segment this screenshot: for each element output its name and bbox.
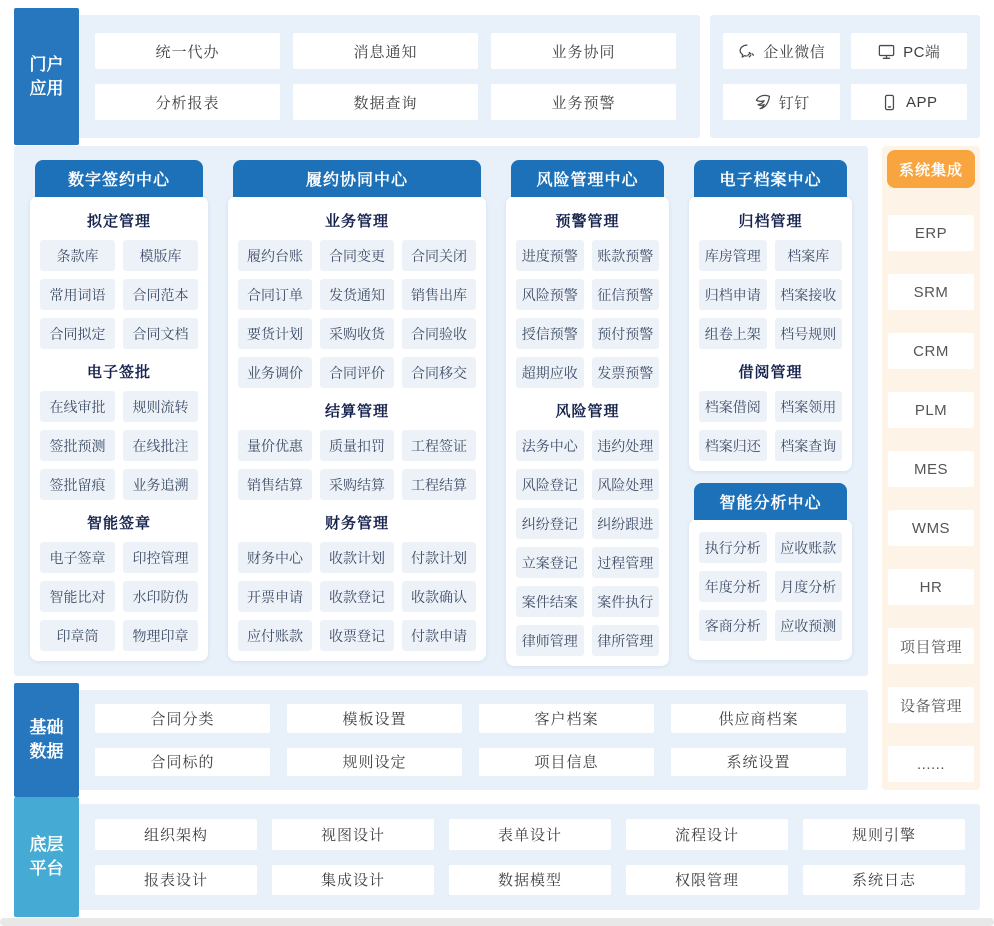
- feature-chip: 开票申请: [238, 581, 312, 612]
- feature-chip: 档案领用: [775, 391, 843, 422]
- section-title: 拟定管理: [86, 213, 151, 230]
- feature-chip: 纠纷跟进: [592, 508, 660, 539]
- feature-chip: 档案库: [775, 240, 843, 271]
- feature-chip: 要货计划: [238, 318, 312, 349]
- feature-chip: 电子签章: [40, 542, 115, 573]
- channel-button: [723, 84, 840, 120]
- portal-item: 数据查询: [293, 84, 478, 120]
- feature-chip: 风险处理: [592, 469, 660, 500]
- feature-chip: 违约处理: [592, 430, 660, 461]
- integration-item: ......: [888, 746, 974, 782]
- chip-grid: [236, 240, 478, 388]
- section-title: 智能签章: [86, 515, 151, 532]
- feature-chip: 预付预警: [592, 318, 660, 349]
- feature-chip: 收款确认: [402, 581, 476, 612]
- portal-panel: [14, 15, 700, 138]
- dingtalk-icon: [753, 93, 772, 112]
- feature-chip: 采购结算: [320, 469, 394, 500]
- platform-item: 权限管理: [626, 865, 788, 896]
- section-title: 借阅管理: [738, 364, 803, 381]
- feature-chip: 征信预警: [592, 279, 660, 310]
- platform-item: 组织架构: [95, 819, 257, 850]
- feature-chip: 印控管理: [123, 542, 198, 573]
- feature-chip: 财务中心: [238, 542, 312, 573]
- feature-chip: 销售出库: [402, 279, 476, 310]
- feature-chip: 应收账款: [775, 532, 843, 563]
- platform-item: 视图设计: [272, 819, 434, 850]
- base-data-item: 系统设置: [671, 748, 846, 777]
- feature-chip: 授信预警: [516, 318, 584, 349]
- feature-chip: 履约台账: [238, 240, 312, 271]
- portal-item: 分析报表: [95, 84, 280, 120]
- portal-item: 业务协同: [491, 33, 676, 69]
- platform-grid: [79, 804, 980, 910]
- center-tab: 数字签约中心: [35, 160, 203, 197]
- feature-chip: 在线审批: [40, 391, 115, 422]
- feature-chip: 业务追溯: [123, 469, 198, 500]
- integration-item: WMS: [888, 510, 974, 546]
- feature-chip: 合同评价: [320, 357, 394, 388]
- feature-chip: 过程管理: [592, 547, 660, 578]
- base-data-item: 模板设置: [287, 704, 462, 733]
- feature-chip: 案件执行: [592, 586, 660, 617]
- platform-item: 表单设计: [449, 819, 611, 850]
- base-data-item: 供应商档案: [671, 704, 846, 733]
- chip-grid: [697, 391, 844, 461]
- feature-chip: 账款预警: [592, 240, 660, 271]
- feature-chip: 签批预测: [40, 430, 115, 461]
- channel-button: [851, 33, 968, 69]
- feature-chip: 签批留痕: [40, 469, 115, 500]
- integration-header: 系统集成: [887, 150, 975, 188]
- feature-chip: 量价优惠: [238, 430, 312, 461]
- mobile-icon: [880, 93, 899, 112]
- feature-chip: 档案查询: [775, 430, 843, 461]
- center-card: [689, 196, 852, 471]
- portal-items-grid: [79, 15, 700, 138]
- base-data-item: 客户档案: [479, 704, 654, 733]
- integration-item: 项目管理: [888, 628, 974, 664]
- feature-chip: 客商分析: [699, 610, 767, 641]
- feature-chip: 律师管理: [516, 625, 584, 656]
- feature-chip: 付款申请: [402, 620, 476, 651]
- feature-chip: 销售结算: [238, 469, 312, 500]
- center-card: [689, 519, 852, 660]
- base-data-panel: [14, 690, 868, 790]
- center-block: [228, 160, 486, 660]
- feature-chip: 合同移交: [402, 357, 476, 388]
- section-title: 归档管理: [738, 213, 803, 230]
- feature-chip: 档案接收: [775, 279, 843, 310]
- feature-chip: 立案登记: [516, 547, 584, 578]
- center-block: [30, 160, 208, 660]
- feature-chip: 合同验收: [402, 318, 476, 349]
- feature-chip: 执行分析: [699, 532, 767, 563]
- chip-grid: [514, 240, 661, 388]
- feature-chip: 风险预警: [516, 279, 584, 310]
- feature-chip: 档号规则: [775, 318, 843, 349]
- integration-item: PLM: [888, 392, 974, 428]
- feature-chip: 合同拟定: [40, 318, 115, 349]
- feature-chip: 智能比对: [40, 581, 115, 612]
- channel-label: 企业微信: [763, 43, 826, 61]
- integration-list: [887, 215, 975, 782]
- integration-item: ERP: [888, 215, 974, 251]
- channel-label: PC端: [903, 43, 941, 61]
- channel-button: [851, 84, 968, 120]
- platform-item: 规则引擎: [803, 819, 965, 850]
- base-data-item: 合同分类: [95, 704, 270, 733]
- middle-section: [14, 146, 980, 790]
- feature-chip: 合同文档: [123, 318, 198, 349]
- integration-panel: [882, 146, 980, 790]
- section-title: 预警管理: [555, 213, 620, 230]
- channel-button: [723, 33, 840, 69]
- feature-chip: 工程结算: [402, 469, 476, 500]
- feature-chip: 规则流转: [123, 391, 198, 422]
- feature-chip: 印章筒: [40, 620, 115, 651]
- section-title: 结算管理: [324, 403, 389, 420]
- feature-chip: 库房管理: [699, 240, 767, 271]
- integration-item: 设备管理: [888, 687, 974, 723]
- center-block: [689, 160, 852, 471]
- integration-item: CRM: [888, 333, 974, 369]
- center-tab: 风险管理中心: [511, 160, 664, 197]
- feature-chip: 合同关闭: [402, 240, 476, 271]
- feature-chip: 合同订单: [238, 279, 312, 310]
- portal-label: 门户应用: [14, 8, 79, 145]
- chip-grid: [236, 430, 478, 500]
- feature-chip: 纠纷登记: [516, 508, 584, 539]
- section-title: 风险管理: [555, 403, 620, 420]
- feature-chip: 归档申请: [699, 279, 767, 310]
- feature-chip: 月度分析: [775, 571, 843, 602]
- integration-item: HR: [888, 569, 974, 605]
- portal-row: [14, 15, 980, 138]
- chip-grid: [236, 542, 478, 651]
- channel-label: APP: [905, 93, 938, 111]
- center-block: [689, 483, 852, 660]
- feature-chip: 收票登记: [320, 620, 394, 651]
- feature-chip: 应收预测: [775, 610, 843, 641]
- channel-label: 钉钉: [778, 94, 810, 112]
- feature-chip: 采购收货: [320, 318, 394, 349]
- integration-item: MES: [888, 451, 974, 487]
- feature-chip: 年度分析: [699, 571, 767, 602]
- feature-chip: 常用词语: [40, 279, 115, 310]
- feature-chip: 组卷上架: [699, 318, 767, 349]
- center-card: [506, 196, 669, 666]
- section-title: 财务管理: [324, 515, 389, 532]
- feature-chip: 法务中心: [516, 430, 584, 461]
- center-block: [506, 160, 669, 660]
- wechat-work-icon: [737, 42, 756, 61]
- feature-chip: 模版库: [123, 240, 198, 271]
- feature-chip: 进度预警: [516, 240, 584, 271]
- portal-item: 消息通知: [293, 33, 478, 69]
- platform-item: 报表设计: [95, 865, 257, 896]
- center-card: [228, 196, 486, 661]
- feature-chip: 应付账款: [238, 620, 312, 651]
- feature-chip: 风险登记: [516, 469, 584, 500]
- feature-chip: 档案归还: [699, 430, 767, 461]
- feature-chip: 档案借阅: [699, 391, 767, 422]
- chip-grid: [38, 542, 200, 651]
- center-column: [689, 160, 852, 660]
- platform-item: 数据模型: [449, 865, 611, 896]
- center-column: [506, 160, 669, 660]
- feature-chip: 工程签证: [402, 430, 476, 461]
- feature-chip: 合同范本: [123, 279, 198, 310]
- integration-item: SRM: [888, 274, 974, 310]
- base-data-grid: [79, 690, 868, 790]
- monitor-icon: [877, 42, 896, 61]
- channels-panel: [710, 15, 980, 138]
- platform-row: [14, 804, 980, 910]
- platform-item: 系统日志: [803, 865, 965, 896]
- portal-item: 业务预警: [491, 84, 676, 120]
- platform-item: 流程设计: [626, 819, 788, 850]
- feature-chip: 收款登记: [320, 581, 394, 612]
- platform-label: 底层平台: [14, 797, 79, 917]
- feature-chip: 超期应收: [516, 357, 584, 388]
- center-column: [30, 160, 208, 660]
- centers-panel: [14, 146, 868, 676]
- feature-chip: 收款计划: [320, 542, 394, 573]
- base-data-item: 合同标的: [95, 748, 270, 777]
- base-data-label: 基础数据: [14, 683, 79, 797]
- feature-chip: 律所管理: [592, 625, 660, 656]
- footer-bar: [0, 918, 994, 926]
- chip-grid: [697, 240, 844, 349]
- center-tab: 智能分析中心: [694, 483, 847, 520]
- feature-chip: 合同变更: [320, 240, 394, 271]
- center-tab: 履约协同中心: [233, 160, 481, 197]
- feature-chip: 物理印章: [123, 620, 198, 651]
- section-title: 业务管理: [324, 213, 389, 230]
- platform-panel: [14, 804, 980, 910]
- center-tab: 电子档案中心: [694, 160, 847, 197]
- chip-grid: [38, 391, 200, 500]
- feature-chip: 条款库: [40, 240, 115, 271]
- chip-grid: [38, 240, 200, 349]
- chip-grid: [697, 532, 844, 641]
- center-card: [30, 196, 208, 661]
- feature-chip: 水印防伪: [123, 581, 198, 612]
- platform-item: 集成设计: [272, 865, 434, 896]
- feature-chip: 在线批注: [123, 430, 198, 461]
- center-column: [228, 160, 486, 660]
- section-title: 电子签批: [86, 364, 151, 381]
- feature-chip: 付款计划: [402, 542, 476, 573]
- feature-chip: 案件结案: [516, 586, 584, 617]
- feature-chip: 发货通知: [320, 279, 394, 310]
- chip-grid: [514, 430, 661, 656]
- portal-item: 统一代办: [95, 33, 280, 69]
- feature-chip: 业务调价: [238, 357, 312, 388]
- feature-chip: 质量扣罚: [320, 430, 394, 461]
- feature-chip: 发票预警: [592, 357, 660, 388]
- base-data-item: 项目信息: [479, 748, 654, 777]
- base-data-item: 规则设定: [287, 748, 462, 777]
